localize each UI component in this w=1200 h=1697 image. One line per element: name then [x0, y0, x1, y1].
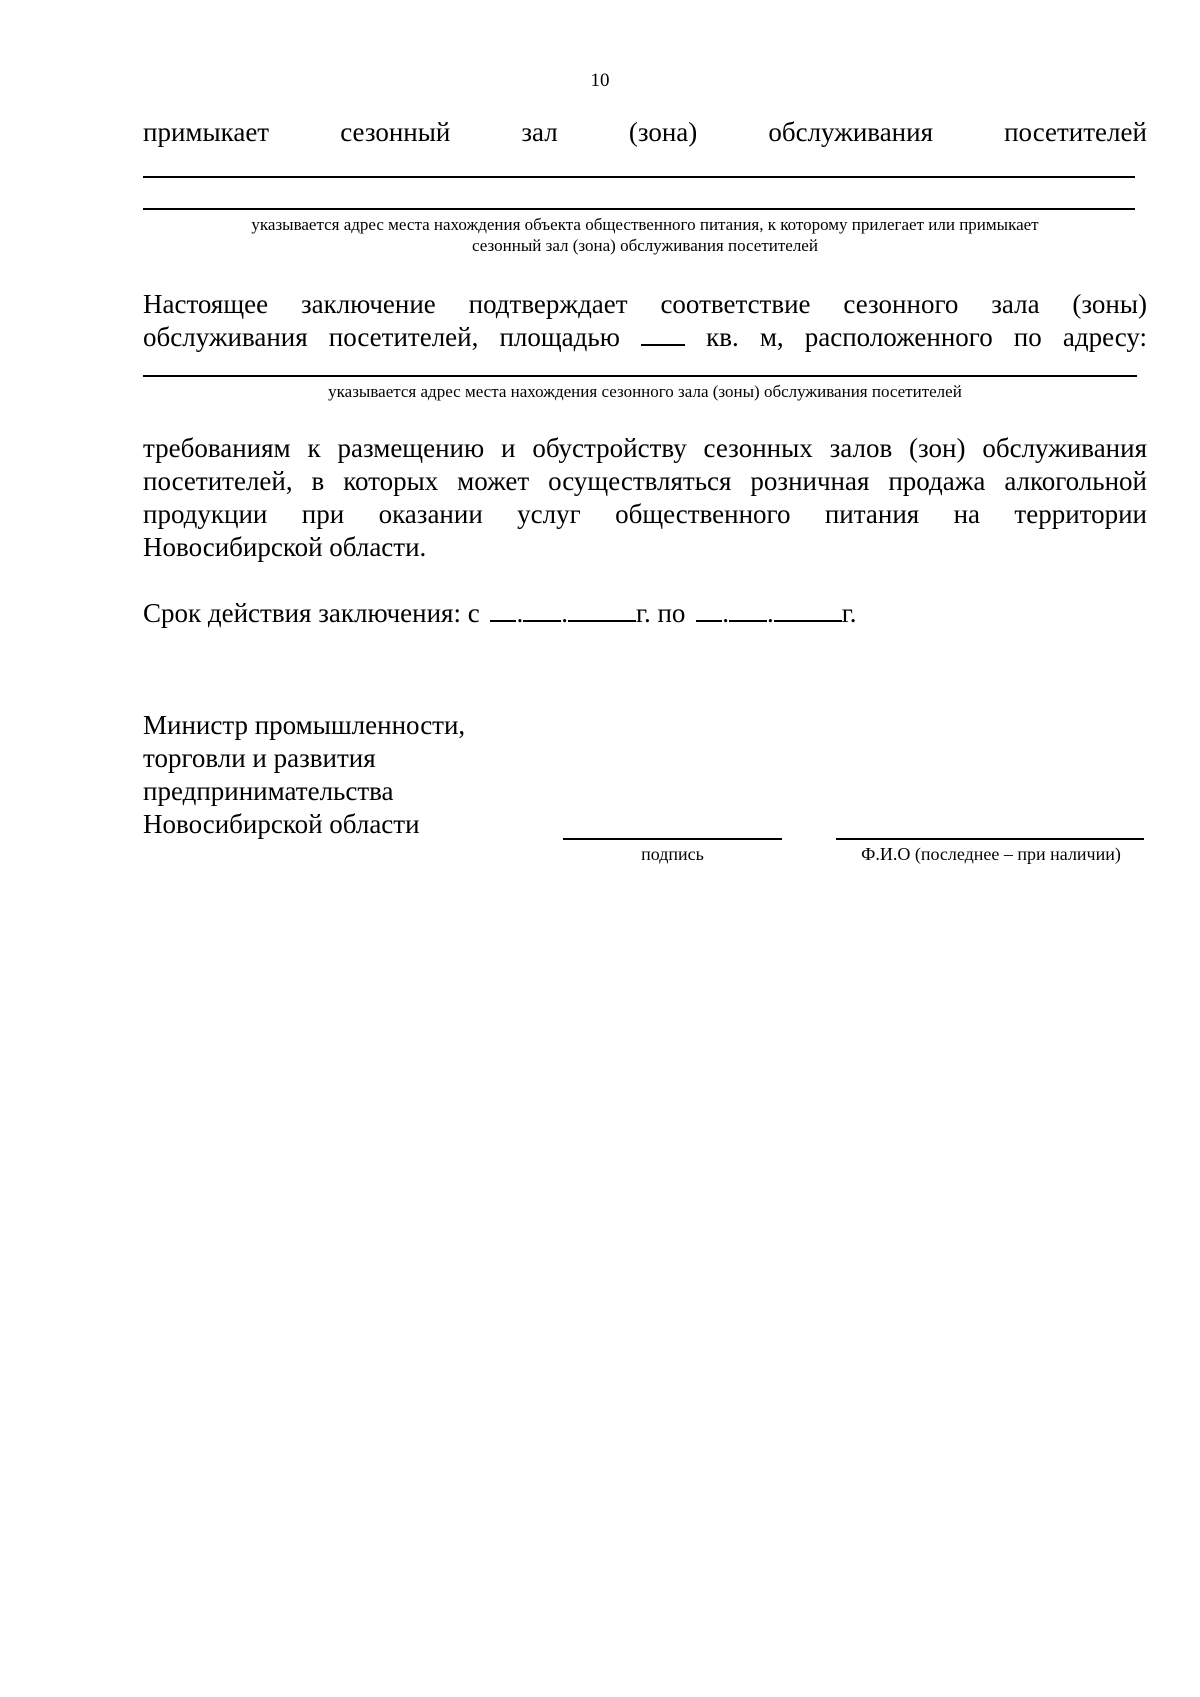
intro-word: обслуживания	[768, 117, 933, 147]
start-year-blank	[568, 598, 636, 622]
area-blank	[641, 322, 685, 346]
hint-object-address-line: указывается адрес места нахождения объекта общественного питания, к которому прилегает или примыкает	[251, 215, 1039, 234]
signatory-title	[143, 709, 465, 841]
conclusion-line	[143, 321, 1147, 354]
signatory-line: Министр промышленности,	[143, 710, 466, 740]
fill-line-hall-address	[143, 375, 1137, 377]
start-day-blank	[490, 598, 516, 622]
name-line	[836, 838, 1144, 840]
intro-line	[143, 116, 1147, 148]
intro-word: посетителей	[1004, 117, 1147, 147]
validity-label: Срок действия заключения: с	[143, 598, 480, 628]
validity-term: Срок действия заключения: с . . г. по . . г.	[143, 598, 857, 628]
hint-object-address	[143, 214, 1147, 256]
end-day-blank	[696, 598, 722, 622]
intro-word: примыкает	[143, 117, 270, 147]
signature-line	[563, 838, 782, 840]
conclusion-text: обслуживания посетителей, площадью	[143, 322, 620, 352]
signatory-line: Новосибирской области	[143, 809, 420, 839]
end-month-blank	[729, 598, 767, 622]
hint-object-address-line: сезонный зал (зона) обслуживания посетителей	[472, 236, 818, 255]
signature-caption: подпись	[641, 844, 704, 864]
conclusion-paragraph	[143, 288, 1147, 354]
year-suffix: г.	[841, 598, 857, 628]
name-caption: Ф.И.О (последнее – при наличии)	[861, 844, 1121, 864]
page-number: 10	[590, 70, 610, 91]
intro-word: сезонный	[340, 117, 451, 147]
start-month-blank	[523, 598, 561, 622]
requirements-line: посетителей, в которых может осуществляться розничная продажа алкогольной	[143, 466, 1147, 496]
requirements-line: Новосибирской области.	[143, 532, 427, 562]
requirements-line: продукции при оказании услуг общественного питания на территории	[143, 499, 1147, 529]
requirements-paragraph	[143, 432, 1147, 564]
requirements-line: требованиям к размещению и обустройству сезонных залов (зон) обслуживания	[143, 433, 1147, 463]
intro-word: (зона)	[628, 117, 698, 147]
fill-line-object-address-2	[143, 208, 1135, 210]
signatory-line: торговли и развития	[143, 743, 376, 773]
hint-hall-address: указывается адрес места нахождения сезонного зала (зоны) обслуживания посетителей	[328, 382, 962, 401]
end-year-blank	[774, 598, 842, 622]
conclusion-text: кв. м, расположенного по адресу:	[706, 322, 1148, 352]
intro-word: зал	[521, 117, 558, 147]
signatory-line: предпринимательства	[143, 776, 394, 806]
conclusion-line: Настоящее заключение подтверждает соответствие сезонного зала (зоны)	[143, 289, 1147, 319]
year-suffix: г. по	[635, 598, 686, 628]
fill-line-object-address-1	[143, 176, 1135, 178]
